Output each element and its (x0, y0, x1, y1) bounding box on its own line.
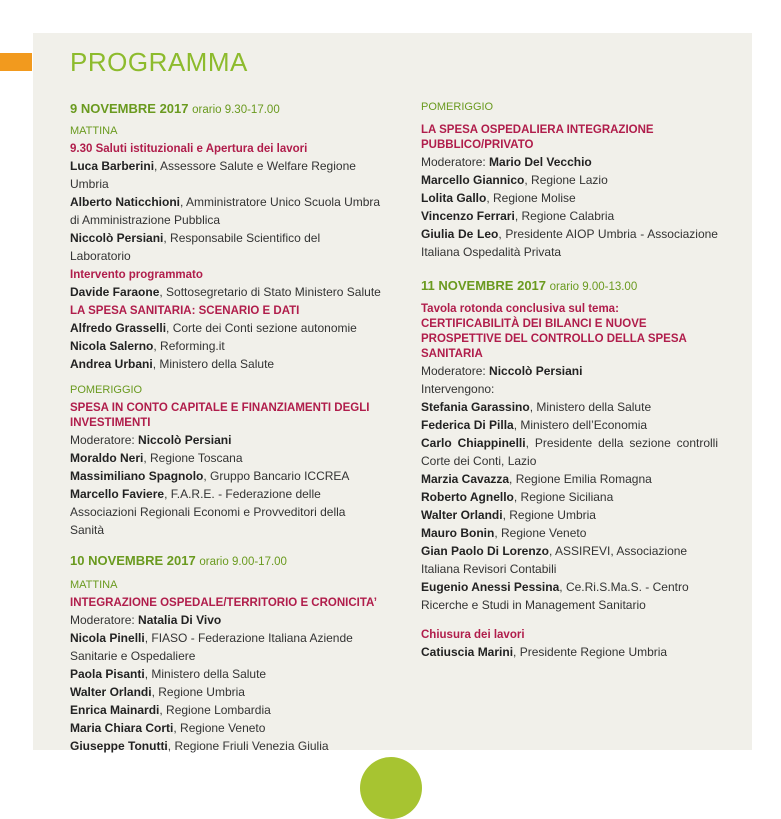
moderator-name: Mario Del Vecchio (489, 155, 592, 169)
intervengono-label: Intervengono: (421, 382, 495, 396)
speaker-role: , Regione Lazio (524, 173, 608, 187)
speaker-name: Roberto Agnello (421, 490, 514, 504)
speaker-line (421, 643, 718, 661)
speaker-line (421, 171, 718, 189)
speaker-role: , Regione Toscana (143, 451, 243, 465)
speaker-line (70, 157, 382, 193)
moderator-label: Moderatore: (70, 433, 139, 447)
speaker-line (70, 719, 382, 737)
speaker-line (421, 207, 718, 225)
moderator-line (70, 611, 382, 629)
speaker-line (70, 629, 382, 665)
day1-afternoon-heading: SPESA IN CONTO CAPITALE E FINANZIAMENTI DEGLI INVESTIMENTI (70, 402, 370, 429)
speaker-role: , Regione Veneto (494, 526, 587, 540)
speaker-name: Gian Paolo Di Lorenzo (421, 544, 550, 558)
speaker-name: Giuseppe Tonutti (70, 739, 168, 753)
speaker-role: , Regione Lombardia (159, 703, 271, 717)
speaker-name: Nicola Pinelli (70, 631, 145, 645)
speaker-line (421, 506, 718, 524)
speaker-name: Marcello Faviere (70, 487, 165, 501)
speaker-role: , Presidente Regione Umbria (513, 645, 668, 659)
speaker-line (70, 449, 382, 467)
speaker-role: , F.A.R.E. - Federazione delle Associazioni Regionali Economi e Provveditori della Sanità (70, 487, 346, 537)
day1-morning-label: MATTINA (70, 125, 118, 137)
day1-afternoon-label: POMERIGGIO (70, 384, 143, 396)
speaker-name: Niccolò Persiani (70, 231, 164, 245)
speaker-role: , Assessore Salute e Welfare Regione Umbria (70, 159, 356, 191)
speaker-line (421, 416, 718, 434)
speaker-name: Davide Faraone (70, 285, 160, 299)
speaker-role: , Presidente AIOP Umbria - Associazione Italiana Ospedalità Privata (421, 227, 718, 259)
speaker-line (421, 189, 718, 207)
speaker-role: , Ministero dell’Economia (513, 418, 648, 432)
speaker-line (70, 467, 382, 485)
speaker-name: Federica Di Pilla (421, 418, 514, 432)
speaker-name: Andrea Urbani (70, 357, 153, 371)
day1-intervento-heading: Intervento programmato (70, 269, 203, 281)
speaker-role: , Regione Emilia Romagna (509, 472, 652, 486)
moderator-name: Niccolò Persiani (489, 364, 583, 378)
speaker-name: Carlo Chiappinelli (421, 436, 526, 450)
day1-time: orario 9.30-17.00 (192, 104, 280, 116)
speaker-line (421, 542, 718, 578)
speaker-role: , Regione Veneto (173, 721, 266, 735)
speaker-name: Walter Orlandi (70, 685, 152, 699)
speaker-name: Alfredo Grasselli (70, 321, 167, 335)
speaker-line (70, 701, 382, 719)
speaker-role: , Regione Molise (486, 191, 576, 205)
speaker-role: , FIASO - Federazione Italiana Aziende Sanitarie e Ospedaliere (70, 631, 353, 663)
speaker-role: , Gruppo Bancario ICCREA (203, 469, 350, 483)
speaker-line (70, 665, 382, 683)
day2-morning-label: MATTINA (70, 579, 118, 591)
day2-afternoon-label: POMERIGGIO (421, 101, 494, 113)
speaker-name: Marcello Giannico (421, 173, 525, 187)
day2-date-line (70, 552, 382, 571)
speaker-role: , Presidente della sezione controlli Corte dei Conti, Lazio (421, 436, 718, 468)
speaker-role: , Ce.Ri.S.Ma.S. - Centro Ricerche e Studi in Management Sanitario (421, 580, 689, 612)
speaker-line (70, 737, 382, 755)
speaker-name: Eugenio Anessi Pessina (421, 580, 560, 594)
speaker-name: Nicola Salerno (70, 339, 154, 353)
speaker-role: , Corte dei Conti sezione autonomie (166, 321, 357, 335)
speaker-name: Luca Barberini (70, 159, 155, 173)
day2-afternoon-heading: LA SPESA OSPEDALIERA INTEGRAZIONE PUBBLICO/PRIVATO (421, 124, 654, 151)
speaker-line (421, 434, 718, 470)
speaker-role: , Regione Friuli Venezia Giulia (167, 739, 329, 753)
day1-opening-heading: 9.30 Saluti istituzionali e Apertura dei lavori (70, 143, 308, 155)
speaker-line (70, 355, 382, 373)
day2-morning-heading: INTEGRAZIONE OSPEDALE/TERRITORIO E CRONICITA’ (70, 597, 377, 609)
speaker-line (70, 337, 382, 355)
speaker-name: Mauro Bonin (421, 526, 495, 540)
speaker-name: Massimiliano Spagnolo (70, 469, 204, 483)
speaker-name: Catiuscia Marini (421, 645, 514, 659)
day3-round-heading: Tavola rotonda conclusiva sul tema: CERTIFICABILITÀ DEI BILANCI E NUOVE PROSPETTIVE DEL CONTROLLO DELLA SPESA SANITARIA (421, 303, 687, 360)
speaker-role: , Amministratore Unico Scuola Umbra di Amministrazione Pubblica (70, 195, 381, 227)
speaker-line (70, 193, 382, 229)
speaker-line (421, 470, 718, 488)
moderator-name: Natalia Di Vivo (138, 613, 222, 627)
speaker-line (70, 229, 382, 265)
moderator-label: Moderatore: (70, 613, 139, 627)
orange-accent-bar (0, 53, 32, 71)
speaker-role: , Responsabile Scientifico del Laboratorio (70, 231, 321, 263)
speaker-line (70, 283, 382, 301)
moderator-label: Moderatore: (421, 155, 490, 169)
moderator-label: Moderatore: (421, 364, 490, 378)
page-title: PROGRAMMA (70, 47, 248, 77)
moderator-line (70, 431, 382, 449)
speaker-name: Moraldo Neri (70, 451, 144, 465)
speaker-line (70, 683, 382, 701)
right-column (421, 100, 718, 661)
speaker-name: Maria Chiara Corti (70, 721, 174, 735)
speaker-line (70, 485, 382, 539)
green-circle-decoration (360, 757, 422, 819)
speaker-role: , ASSIREVI, Associazione Italiana Revisori Contabili (421, 544, 688, 576)
speaker-name: Paola Pisanti (70, 667, 145, 681)
speaker-name: Vincenzo Ferrari (421, 209, 515, 223)
day2-date: 10 NOVEMBRE 2017 (70, 553, 196, 568)
speaker-line (421, 225, 718, 261)
day3-date-line (421, 277, 718, 296)
speaker-line (70, 319, 382, 337)
speaker-role: , Regione Siciliana (513, 490, 614, 504)
speaker-name: Walter Orlandi (421, 508, 503, 522)
speaker-role: , Regione Umbria (151, 685, 245, 699)
speaker-name: Stefania Garassino (421, 400, 530, 414)
speaker-role: , Sottosegretario di Stato Ministero Salute (159, 285, 381, 299)
day3-time: orario 9.00-13.00 (549, 281, 638, 293)
speaker-role: , Regione Umbria (502, 508, 596, 522)
moderator-line (421, 153, 718, 171)
moderator-name: Niccolò Persiani (138, 433, 232, 447)
speaker-line (421, 488, 718, 506)
speaker-role: , Regione Calabria (514, 209, 615, 223)
speaker-name: Giulia De Leo (421, 227, 499, 241)
speaker-line (421, 524, 718, 542)
day2-time: orario 9.00-17.00 (199, 556, 287, 568)
speaker-role: , Ministero della Salute (152, 357, 275, 371)
day1-spesa-heading: LA SPESA SANITARIA: SCENARIO E DATI (70, 305, 300, 317)
speaker-line (421, 398, 718, 416)
speaker-role: , Ministero della Salute (529, 400, 652, 414)
speaker-role: , Reforming.it (153, 339, 225, 353)
closing-heading: Chiusura dei lavori (421, 629, 525, 641)
moderator-line (421, 362, 718, 380)
speaker-name: Marzia Cavazza (421, 472, 510, 486)
day3-date: 11 NOVEMBRE 2017 (421, 278, 547, 293)
speaker-name: Lolita Gallo (421, 191, 487, 205)
day1-date: 9 NOVEMBRE 2017 (70, 101, 189, 116)
speaker-role: , Ministero della Salute (144, 667, 267, 681)
speaker-line (421, 578, 718, 614)
speaker-name: Enrica Mainardi (70, 703, 160, 717)
left-column (70, 100, 382, 755)
day1-date-line (70, 100, 382, 119)
speaker-name: Alberto Naticchioni (70, 195, 181, 209)
